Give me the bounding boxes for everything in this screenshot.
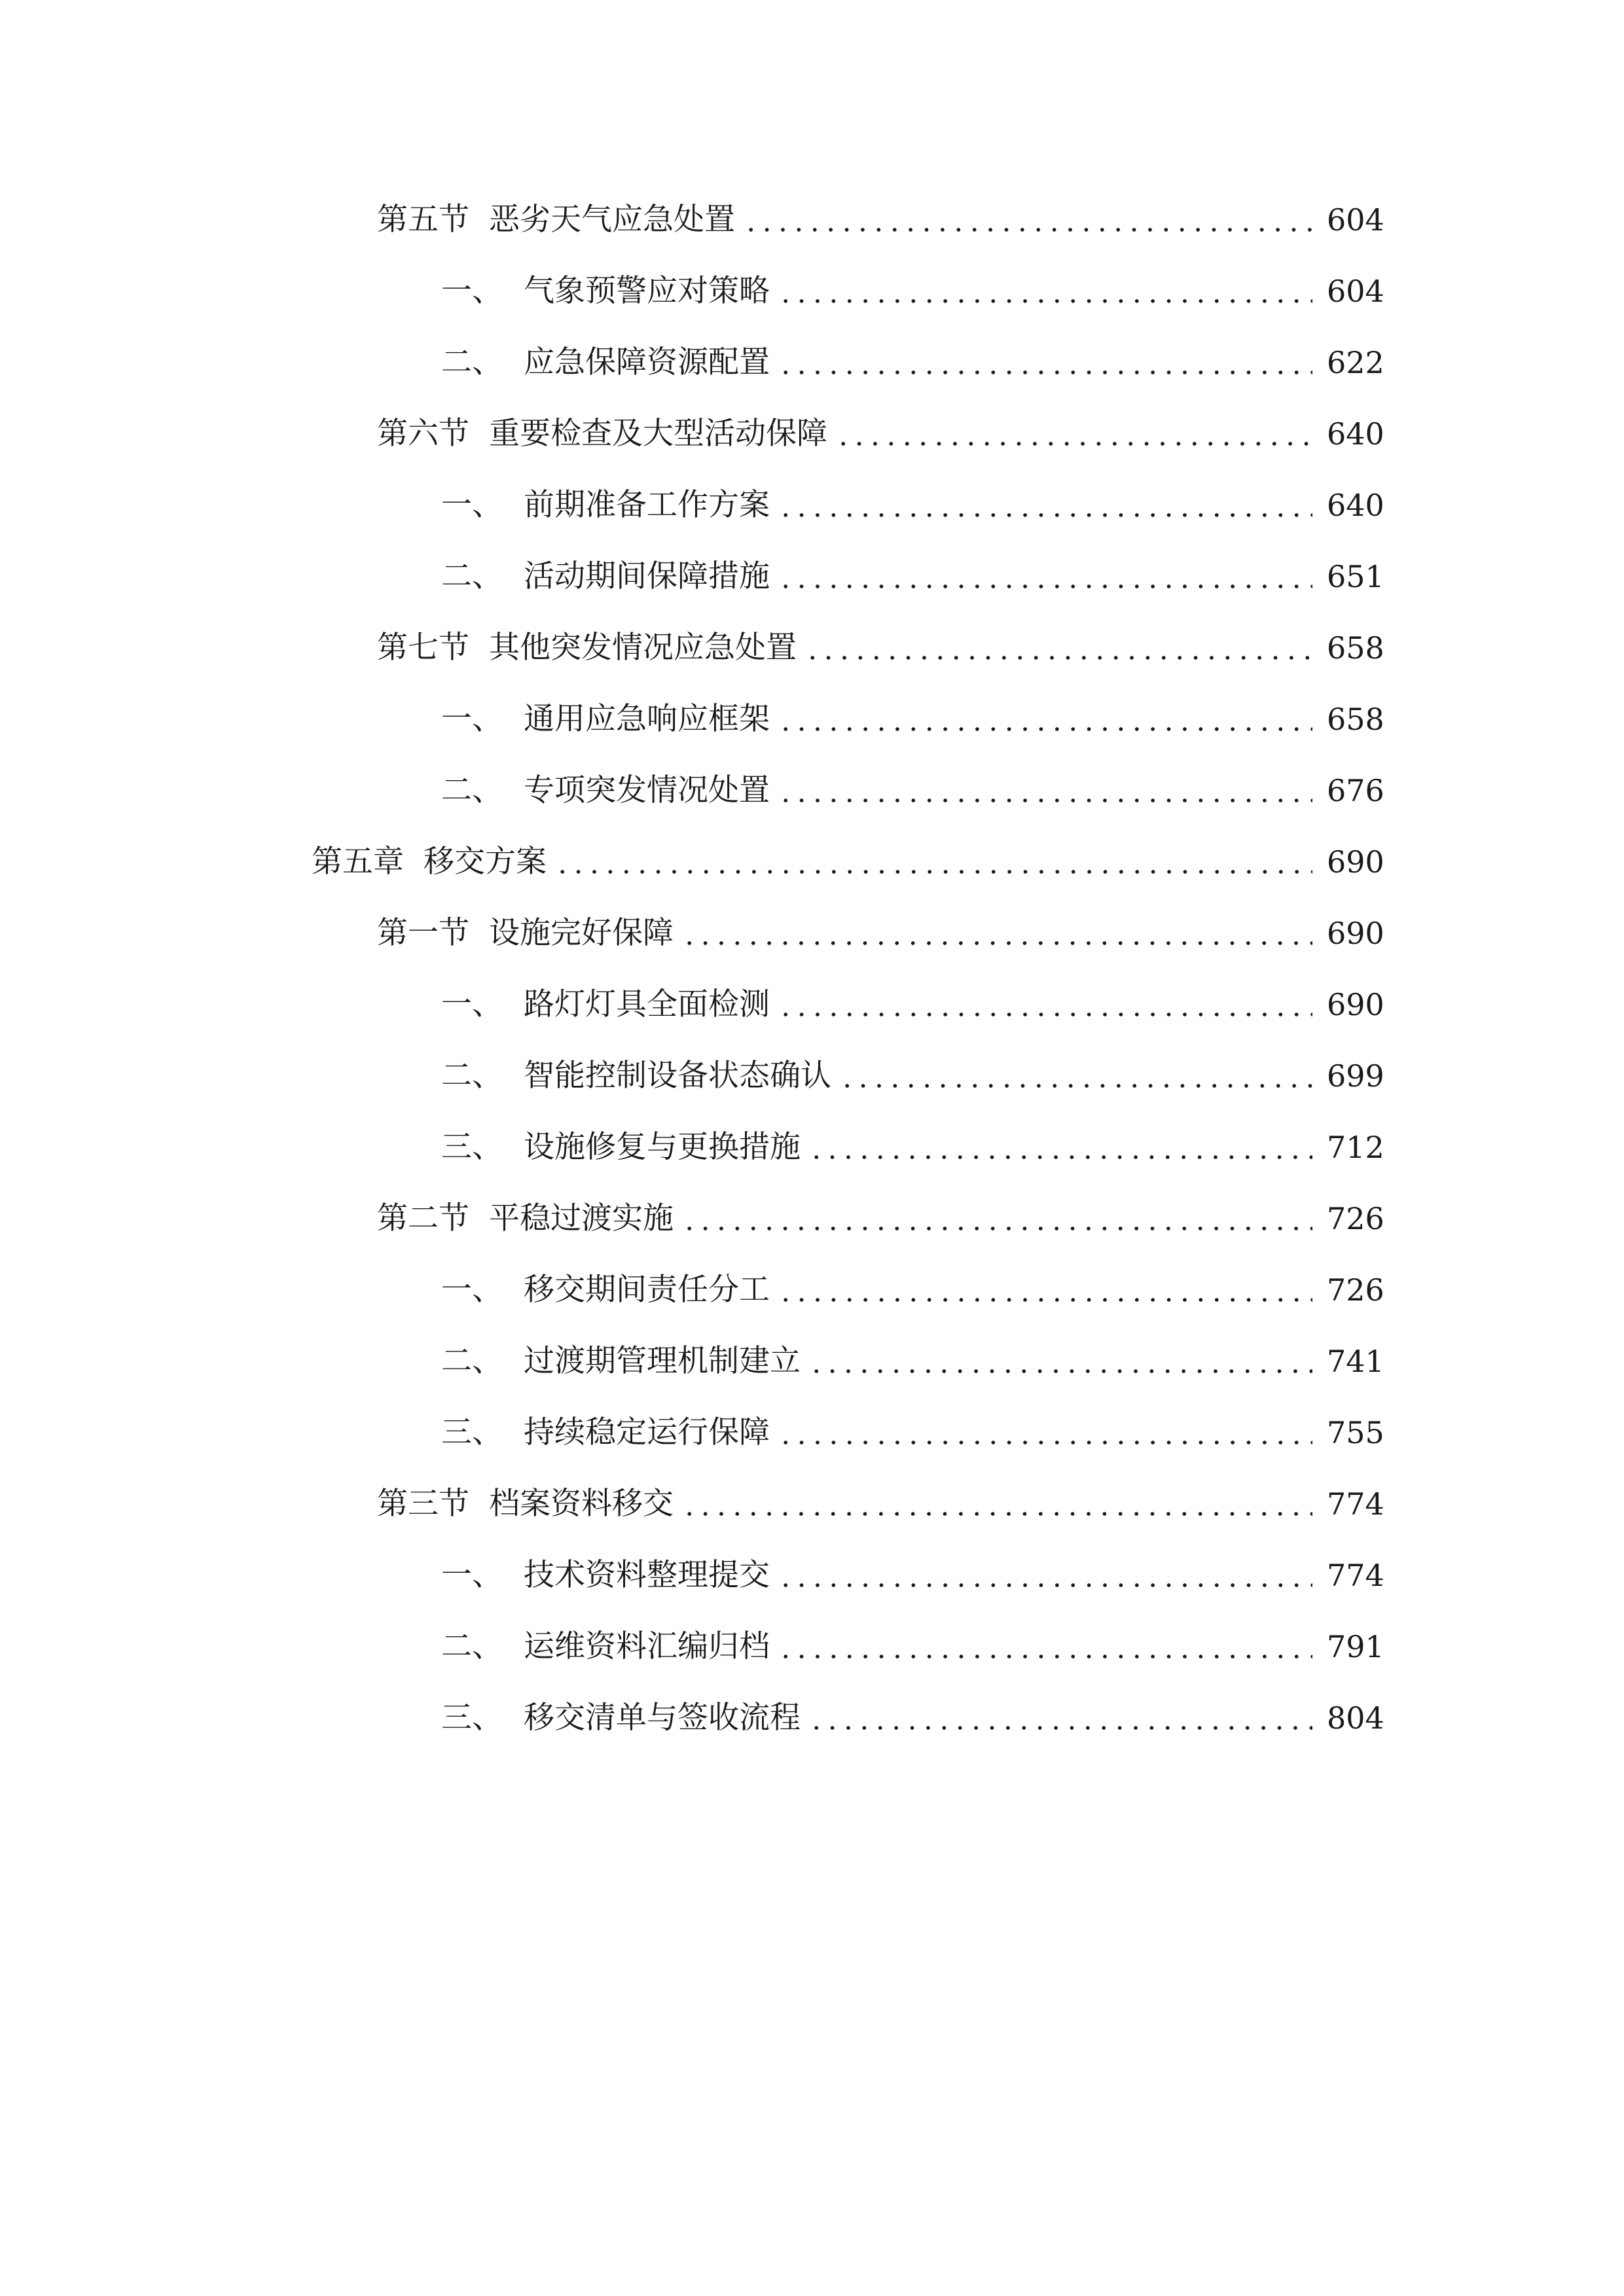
toc-entry-number: 二、 — [441, 772, 503, 808]
toc-entry[interactable] — [441, 1121, 1384, 1174]
toc-entry-number: 三、 — [441, 1414, 503, 1450]
dot-leader — [681, 1478, 1312, 1530]
toc-entry-number: 第七节 — [377, 630, 469, 666]
toc-entry[interactable] — [441, 1692, 1384, 1744]
toc-entry[interactable] — [441, 550, 1384, 603]
toc-entry[interactable] — [441, 764, 1384, 817]
toc-entry-title: 移交期间责任分工 — [524, 1272, 770, 1308]
toc-entry-title: 移交清单与签收流程 — [524, 1700, 801, 1736]
dot-leader — [778, 693, 1312, 745]
dot-leader — [778, 336, 1312, 389]
toc-entry-page: 690 — [1327, 987, 1384, 1022]
toc-entry-title: 档案资料移交 — [489, 1486, 674, 1522]
toc-entry[interactable] — [377, 1478, 1384, 1530]
dot-leader — [808, 1121, 1312, 1174]
dot-leader — [681, 1193, 1312, 1245]
toc-entry-page: 676 — [1327, 773, 1384, 808]
toc-entry-title: 智能控制设备状态确认 — [524, 1058, 831, 1094]
toc-entry-page: 690 — [1327, 916, 1384, 951]
toc-entry-title: 活动期间保障措施 — [524, 558, 770, 594]
toc-entry[interactable] — [312, 836, 1384, 888]
toc-entry-number: 二、 — [441, 558, 503, 594]
dot-leader — [778, 265, 1312, 317]
toc-entry-title: 技术资料整理提交 — [524, 1557, 770, 1593]
toc-entry-title: 平稳过渡实施 — [489, 1200, 674, 1236]
toc-entry[interactable] — [441, 693, 1384, 745]
dot-leader — [681, 907, 1312, 960]
toc-entry-page: 651 — [1327, 559, 1384, 594]
dot-leader — [835, 408, 1312, 460]
toc-entry[interactable] — [441, 265, 1384, 317]
dot-leader — [778, 479, 1312, 531]
toc-entry-page: 658 — [1327, 702, 1384, 737]
toc-entry-title: 运维资料汇编归档 — [524, 1628, 770, 1664]
dot-leader — [778, 1621, 1312, 1673]
toc-entry-title: 设施完好保障 — [489, 915, 674, 951]
toc-entry[interactable] — [441, 479, 1384, 531]
toc-entry-title: 移交方案 — [424, 844, 547, 880]
toc-entry-page: 726 — [1327, 1201, 1384, 1236]
toc-entry[interactable] — [377, 907, 1384, 960]
toc-entry-number: 一、 — [441, 1557, 503, 1593]
toc-entry-number: 二、 — [441, 344, 503, 380]
toc-entry-page: 622 — [1327, 345, 1384, 380]
toc-entry[interactable] — [441, 336, 1384, 389]
toc-entry-page: 712 — [1327, 1130, 1384, 1165]
dot-leader — [778, 978, 1312, 1031]
toc-entry[interactable] — [441, 1050, 1384, 1102]
dot-leader — [778, 1549, 1312, 1602]
toc-entry-page: 604 — [1327, 274, 1384, 309]
toc-entry-title: 路灯灯具全面检测 — [524, 986, 770, 1022]
toc-entry-number: 第五章 — [312, 844, 404, 880]
toc-entry-number: 第三节 — [377, 1486, 469, 1522]
dot-leader — [778, 1407, 1312, 1459]
toc-entry-number: 二、 — [441, 1628, 503, 1664]
dot-leader — [778, 1264, 1312, 1316]
toc-entry-number: 一、 — [441, 487, 503, 523]
toc-entry-number: 二、 — [441, 1343, 503, 1379]
toc-entry-page: 699 — [1327, 1058, 1384, 1094]
toc-entry-title: 持续稳定运行保障 — [524, 1414, 770, 1450]
toc-entry[interactable] — [377, 622, 1384, 674]
toc-entry-number: 第二节 — [377, 1200, 469, 1236]
dot-leader — [778, 764, 1312, 817]
toc-entry-number: 一、 — [441, 1272, 503, 1308]
toc-entry[interactable] — [441, 978, 1384, 1031]
toc-entry-number: 第六节 — [377, 416, 469, 452]
toc-entry-page: 804 — [1327, 1700, 1384, 1736]
toc-entry-page: 791 — [1327, 1629, 1384, 1664]
toc-entry-title: 设施修复与更换措施 — [524, 1129, 801, 1165]
toc-entry-title: 专项突发情况处置 — [524, 772, 770, 808]
toc-entry-title: 恶劣天气应急处置 — [489, 202, 735, 238]
toc-entry-page: 774 — [1327, 1558, 1384, 1593]
toc-entry-number: 一、 — [441, 986, 503, 1022]
toc-entry-page: 640 — [1327, 416, 1384, 452]
toc-entry-page: 741 — [1327, 1344, 1384, 1379]
toc-entry[interactable] — [441, 1621, 1384, 1673]
toc-entry-title: 前期准备工作方案 — [524, 487, 770, 523]
toc-entry-page: 726 — [1327, 1272, 1384, 1308]
toc-entry-page: 755 — [1327, 1415, 1384, 1450]
toc-entry-page: 690 — [1327, 844, 1384, 880]
toc-entry-number: 第一节 — [377, 915, 469, 951]
dot-leader — [808, 1692, 1312, 1744]
toc-entry-title: 气象预警应对策略 — [524, 273, 770, 309]
toc-entry-number: 三、 — [441, 1700, 503, 1736]
toc-entry-title: 通用应急响应框架 — [524, 701, 770, 737]
toc-entry-number: 一、 — [441, 701, 503, 737]
toc-entry[interactable] — [441, 1549, 1384, 1602]
toc-entry[interactable] — [441, 1264, 1384, 1316]
toc-entry-page: 604 — [1327, 202, 1384, 238]
toc-entry[interactable] — [377, 194, 1384, 246]
toc-entry[interactable] — [377, 1193, 1384, 1245]
dot-leader — [743, 194, 1312, 246]
dot-leader — [778, 550, 1312, 603]
dot-leader — [839, 1050, 1312, 1102]
toc-entry-title: 其他突发情况应急处置 — [489, 630, 797, 666]
toc-entry-page: 640 — [1327, 488, 1384, 523]
toc-entry-page: 658 — [1327, 630, 1384, 666]
toc-entry-title: 重要检查及大型活动保障 — [489, 416, 827, 452]
dot-leader — [808, 1335, 1312, 1388]
toc-entry-number: 三、 — [441, 1129, 503, 1165]
toc-entry[interactable] — [441, 1335, 1384, 1388]
toc-entry[interactable] — [441, 1407, 1384, 1459]
toc-entry-page: 774 — [1327, 1486, 1384, 1522]
toc-entry-number: 一、 — [441, 273, 503, 309]
dot-leader — [804, 622, 1312, 674]
toc-entry-title: 应急保障资源配置 — [524, 344, 770, 380]
toc-entry-number: 第五节 — [377, 202, 469, 238]
toc-entry-number: 二、 — [441, 1058, 503, 1094]
dot-leader — [554, 836, 1312, 888]
toc-entry[interactable] — [377, 408, 1384, 460]
toc-entry-title: 过渡期管理机制建立 — [524, 1343, 801, 1379]
